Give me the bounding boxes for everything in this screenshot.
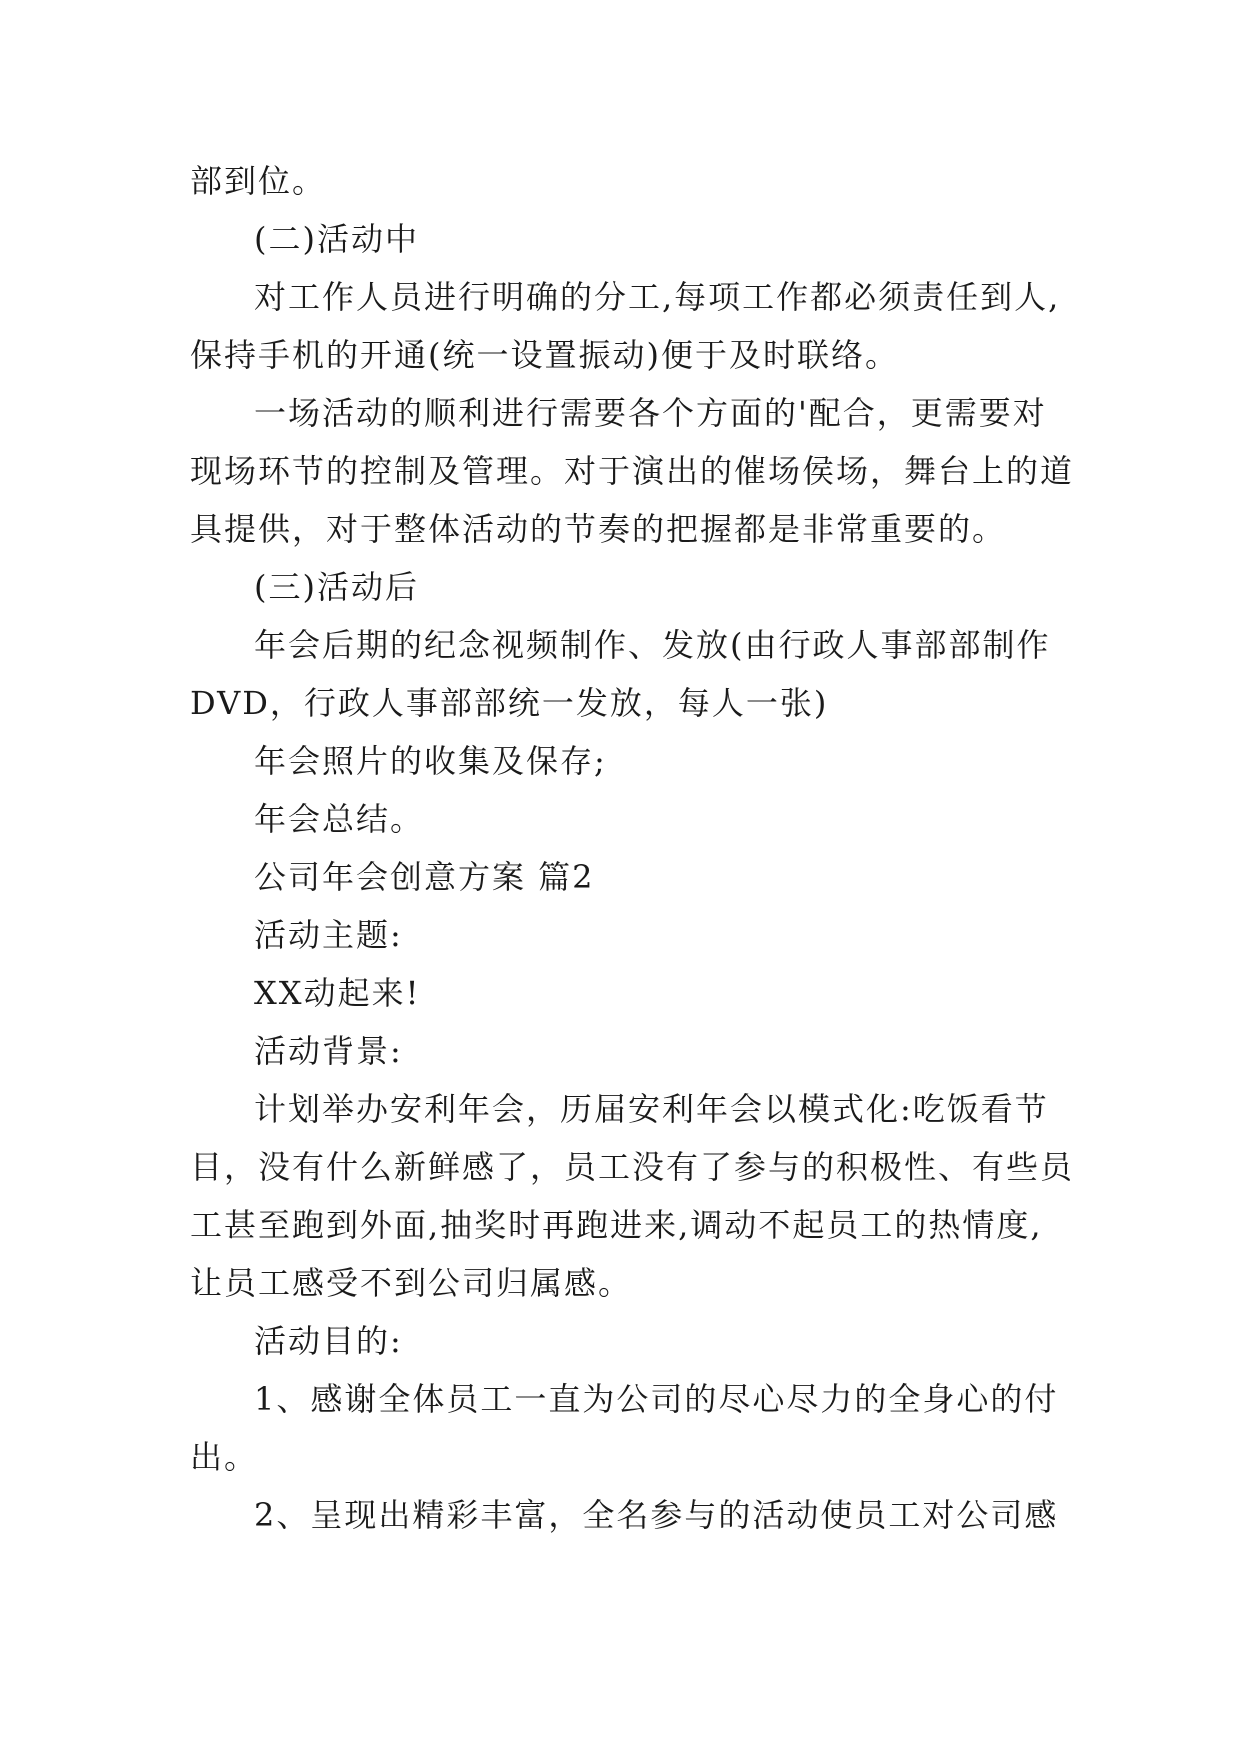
section-heading: (二)活动中 xyxy=(254,220,419,258)
paragraph-line: XX动起来! xyxy=(254,974,421,1012)
paragraph-line: 具提供，对于整体活动的节奏的把握都是非常重要的。 xyxy=(190,510,1007,548)
paragraph-line: 让员工感受不到公司归属感。 xyxy=(190,1264,633,1302)
section-heading: 活动主题: xyxy=(254,916,403,954)
paragraph-line: 对工作人员进行明确的分工,每项工作都必须责任到人, xyxy=(254,278,1061,316)
list-item: 2、呈现出精彩丰富，全名参与的活动使员工对公司感 xyxy=(254,1496,1059,1534)
text-line: 部到位。 xyxy=(190,162,327,200)
paragraph-line: 现场环节的控制及管理。对于演出的催场侯场，舞台上的道 xyxy=(190,452,1075,490)
paragraph-line: 目，没有什么新鲜感了，员工没有了参与的积极性、有些员 xyxy=(190,1148,1075,1186)
list-item-continuation: 出。 xyxy=(190,1438,259,1476)
list-item: 1、感谢全体员工一直为公司的尽心尽力的全身心的付 xyxy=(254,1380,1059,1418)
paragraph-line: 保持手机的开通(统一设置振动)便于及时联络。 xyxy=(190,336,899,374)
paragraph-line: DVD，行政人事部部统一发放，每人一张) xyxy=(190,684,829,722)
paragraph-line: 年会后期的纪念视频制作、发放(由行政人事部部制作 xyxy=(254,626,1051,664)
paragraph-line: 年会总结。 xyxy=(254,800,425,838)
section-heading: 活动背景: xyxy=(254,1032,403,1070)
paragraph-line: 年会照片的收集及保存; xyxy=(254,742,607,780)
section-heading: 活动目的: xyxy=(254,1322,403,1360)
chapter-title: 公司年会创意方案 篇2 xyxy=(254,858,595,896)
paragraph-line: 工甚至跑到外面,抽奖时再跑进来,调动不起员工的热情度, xyxy=(190,1206,1043,1244)
document-body xyxy=(190,152,1075,1544)
paragraph-line: 一场活动的顺利进行需要各个方面的'配合，更需要对 xyxy=(254,394,1047,432)
section-heading: (三)活动后 xyxy=(254,568,419,606)
paragraph-line: 计划举办安利年会，历届安利年会以模式化:吃饭看节 xyxy=(254,1090,1049,1128)
